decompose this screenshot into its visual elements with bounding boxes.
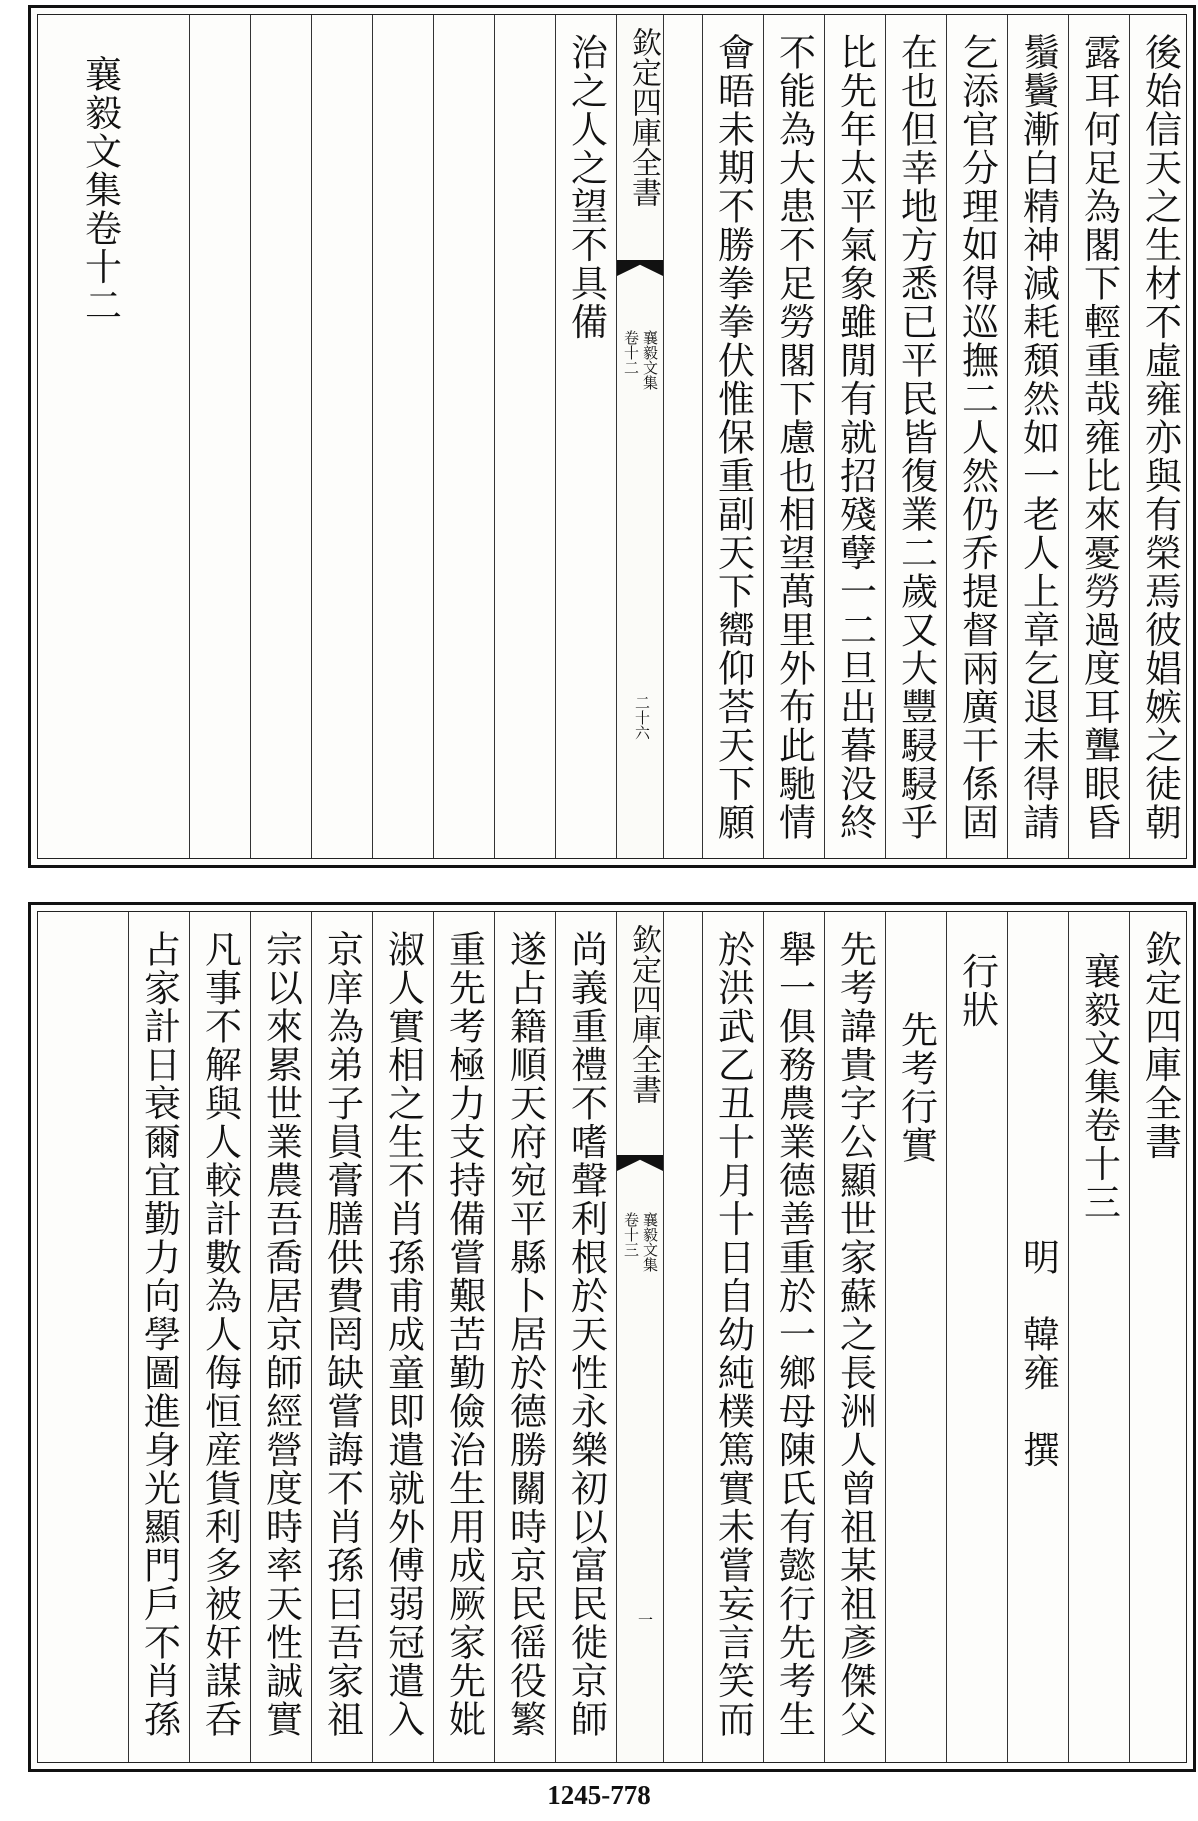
column-text: 舉一俱務農業德善重於一鄉母陳氏有懿行先考生 — [772, 930, 816, 1739]
text-column — [824, 15, 885, 858]
column-text: 重先考極力支持備嘗艱苦勤儉治生用成厥家先妣 — [442, 930, 486, 1739]
section-heading: 行狀 — [955, 952, 999, 1029]
text-column — [128, 912, 189, 1762]
column-text: 比先年太平氣象雖閒有就招殘孽一二旦出暮没終 — [833, 33, 877, 842]
chapter-title: 先考行實 — [894, 972, 938, 1165]
gutter-title: 欽定四庫全書 — [626, 924, 661, 1104]
text-column — [494, 15, 555, 858]
gutter-volume: 卷十三 — [622, 1212, 640, 1257]
text-column — [763, 912, 824, 1762]
text-column — [824, 912, 885, 1762]
text-column — [189, 15, 250, 858]
page-number: 1245-778 — [547, 1780, 651, 1810]
column-text: 京庠為弟子員膏膳供費罔缺嘗誨不肖孫曰吾家祖 — [320, 930, 364, 1739]
column-text: 淑人實相之生不肖孫甫成童即遣就外傅弱冠遣入 — [381, 930, 425, 1739]
column-text: 於洪武乙丑十月十日自幼純樸篤實未嘗妄言笑而 — [711, 930, 755, 1739]
column-text: 乞添官分理如得巡撫二人然仍乔提督兩廣干係固 — [955, 33, 999, 842]
column-text: 露耳何足為閣下輕重哉雍比來憂勞過度耳聾眼昏 — [1077, 33, 1121, 842]
column-text: 宗以來累世業農吾喬居京師經營度時率天性誠實 — [259, 930, 303, 1739]
lower-page-panel — [28, 902, 1196, 1772]
text-column — [1068, 15, 1129, 858]
text-column — [372, 15, 433, 858]
column-text: 後始信天之生材不虛雍亦與有榮焉彼娼嫉之徒朝 — [1138, 33, 1182, 842]
text-column — [372, 912, 433, 1762]
volume-end-title: 襄毅文集卷十二 — [78, 55, 122, 325]
center-gutter — [616, 15, 664, 858]
column-text: 治之人之望不具備 — [564, 33, 608, 341]
gutter-page-number: 一 — [636, 1612, 654, 1627]
text-column — [885, 912, 946, 1762]
text-column — [702, 15, 763, 858]
column-text: 會晤未期不勝拳拳伏惟保重副天下嚮仰荅天下願 — [711, 33, 755, 842]
text-column — [311, 15, 372, 858]
volume-title: 襄毅文集卷十三 — [1077, 952, 1121, 1222]
text-column — [702, 912, 763, 1762]
column-text: 在也但幸地方悉已平民皆復業二歲又大豐駸駸乎 — [894, 33, 938, 842]
column-text: 遂占籍順天府宛平縣卜居於德勝關時京民徭役繁 — [503, 930, 547, 1739]
column-text: 尚義重禮不嗜聲利根於天性永樂初以富民徙京師 — [564, 930, 608, 1739]
text-column — [555, 15, 616, 858]
text-column — [1068, 912, 1129, 1762]
text-column — [250, 912, 311, 1762]
upper-page-frame — [37, 14, 1187, 859]
fish-tail-upper — [617, 260, 663, 296]
text-column — [1007, 15, 1068, 858]
text-column — [189, 912, 250, 1762]
fish-tail-upper — [617, 1155, 663, 1191]
gutter-volume: 卷十二 — [622, 330, 640, 375]
gutter-book-name: 襄毅文集 — [641, 1212, 659, 1272]
gutter-title: 欽定四庫全書 — [626, 27, 661, 207]
column-text: 不能為大患不足勞閣下慮也相望萬里外布此馳情 — [772, 33, 816, 842]
column-text: 先考諱貴字公顯世家蘇之長洲人曾祖某祖彥傑父 — [833, 930, 877, 1739]
text-column — [494, 912, 555, 1762]
text-column — [555, 912, 616, 1762]
text-column — [433, 15, 494, 858]
gutter-book-name: 襄毅文集 — [641, 330, 659, 390]
lower-page-frame — [37, 911, 1187, 1763]
text-column — [1129, 15, 1190, 858]
text-column — [1007, 912, 1068, 1762]
center-gutter — [616, 912, 664, 1762]
column-text: 凡事不解與人較計數為人侮恒産貨利多被奸謀呑 — [198, 930, 242, 1739]
upper-page-panel — [28, 5, 1196, 868]
column-text: 鬚鬢漸白精神減耗頹然如一老人上章乞退未得請 — [1016, 33, 1060, 842]
column-text: 占家計日衰爾宜勤力向學圖進身光顯門戶不肖孫 — [137, 930, 181, 1739]
text-column — [946, 912, 1007, 1762]
text-column — [1129, 912, 1190, 1762]
text-column — [885, 15, 946, 858]
text-column — [311, 912, 372, 1762]
text-column — [38, 15, 189, 858]
text-column — [946, 15, 1007, 858]
series-title: 欽定四庫全書 — [1138, 930, 1182, 1161]
gutter-page-number: 二十六 — [633, 695, 651, 740]
text-column — [433, 912, 494, 1762]
text-column — [763, 15, 824, 858]
author-line: 明 韓雍 撰 — [1016, 930, 1060, 1469]
text-column — [250, 15, 311, 858]
